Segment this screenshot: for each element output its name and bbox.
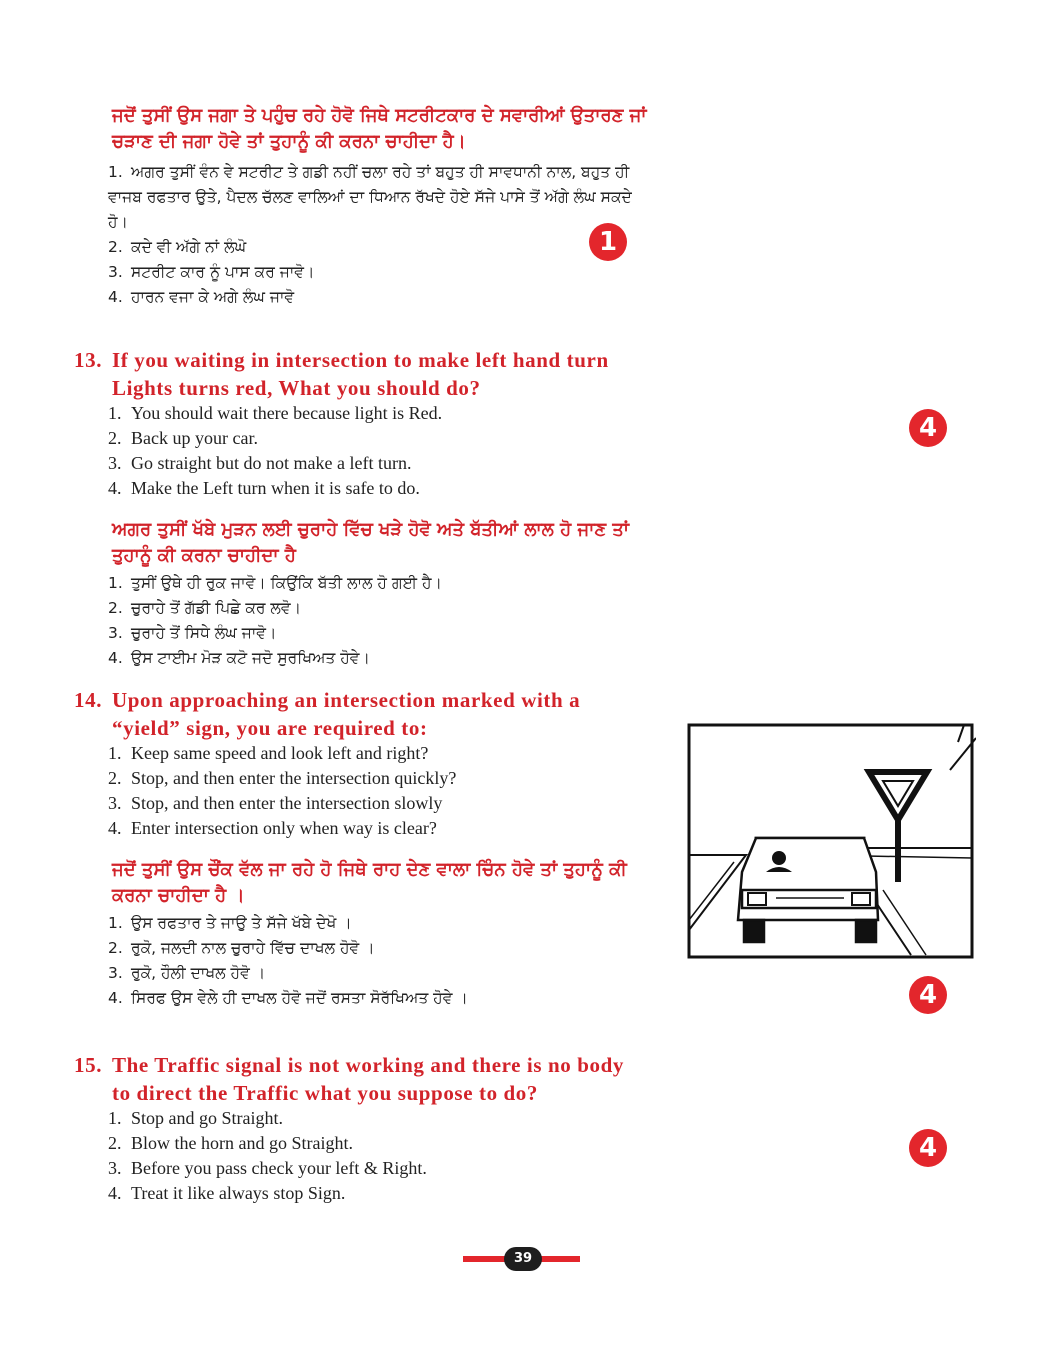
q12-punjabi-question: ਜਦੋਂ ਤੁਸੀਂ ਉਸ ਜਗਾ ਤੇ ਪਹੁੰਚ ਰਹੇ ਹੋਵੋ ਜਿਥੇ ਸਟਰੀਟਕਾਰ ਦੇ ਸਵਾਰੀਆਂ ਉਤਾਰਣ ਜਾਂ ਚੜਾਣ ਦੀ ਜਗਾ ਹੋਵੇ ਤਾਂ ਤੁਹਾਨੂੰ ਕੀ ਕਰਨਾ ਚਾਹੀਦਾ ਹੈ। (112, 105, 647, 152)
q13-question: 13. If you waiting in intersection to make left hand turn Lights turns red, What you should do? (74, 348, 609, 400)
yield-sign-illustration (686, 720, 976, 960)
list-item: 2. ਰੁਕੋ, ਜਲਦੀ ਨਾਲ ਚੁਰਾਹੇ ਵਿੱਚ ਦਾਖਲ ਹੋਵੋ । (108, 939, 375, 957)
q14-options (108, 741, 456, 841)
list-item: 4. ਹਾਰਨ ਵਜਾ ਕੇ ਅਗੇ ਲੰਘ ਜਾਵੋ (108, 288, 295, 306)
q14-punjabi-question: ਜਦੋਂ ਤੁਸੀਂ ਉਸ ਚੌਂਕ ਵੱਲ ਜਾ ਰਹੇ ਹੋ ਜਿਥੇ ਰਾਹ ਦੇਣ ਵਾਲਾ ਚਿੰਨ ਹੋਵੇ ਤਾਂ ਤੁਹਾਨੂੰ ਕੀ ਕਰਨਾ ਚਾਹੀਦਾ ਹੈ । (112, 859, 627, 906)
list-item: 1. ਉਸ ਰਫਤਾਰ ਤੇ ਜਾਉ ਤੇ ਸੱਜੇ ਖੱਬੇ ਦੇਖੋ । (108, 914, 352, 932)
list-item: 1. ਅਗਰ ਤੁਸੀਂ ਵੰਨ ਵੇ ਸਟਰੀਟ ਤੇ ਗਡੀ ਨਹੀਂ ਚਲਾ ਰਹੇ ਤਾਂ ਬਹੁਤ ਹੀ ਸਾਵਧਾਨੀ ਨਾਲ, ਬਹੁਤ ਹੀ ਵਾਜਬ ਰਫਤਾਰ ਉਤੇ, ਪੈਦਲ ਚੱਲਣ ਵਾਲਿਆਂ ਦਾ ਧਿਆਨ ਰੱਖਦੇ ਹੋਏ ਸੱਜੇ ਪਾਸੇ ਤੋਂ ਅੱਗੇ ਲੰਘ ਸਕਦੇ ਹੋ। (108, 163, 632, 231)
q13-options (108, 401, 442, 501)
list-item: 3. Before you pass check your left & Right. (108, 1158, 427, 1178)
list-item: 2. ਚੁਰਾਹੇ ਤੋਂ ਗੱਡੀ ਪਿਛੇ ਕਰ ਲਵੋ। (108, 599, 302, 617)
list-item: 3. ਸਟਰੀਟ ਕਾਰ ਨੂੰ ਪਾਸ ਕਰ ਜਾਵੋ। (108, 263, 315, 281)
list-item: 3. Stop, and then enter the intersection slowly (108, 793, 443, 813)
list-item: 3. ਚੁਰਾਹੇ ਤੋਂ ਸਿਧੇ ਲੰਘ ਜਾਵੋ। (108, 624, 277, 642)
list-item: 4. Treat it like always stop Sign. (108, 1183, 346, 1203)
list-item: 3. Go straight but do not make a left turn. (108, 453, 412, 473)
q13-answer-badge: 4 (909, 409, 947, 447)
q15-options (108, 1106, 427, 1206)
q12-punjabi-options (108, 160, 656, 310)
list-item: 1. ਤੁਸੀਂ ਉਥੇ ਹੀ ਰੁਕ ਜਾਵੋ। ਕਿਉਂਕਿ ਬੱਤੀ ਲਾਲ ਹੋ ਗਈ ਹੈ। (108, 574, 442, 592)
list-item: 2. Back up your car. (108, 428, 258, 448)
page-number: 39 (504, 1247, 542, 1271)
q15-answer-badge: 4 (909, 1129, 947, 1167)
q13-punjabi-question: ਅਗਰ ਤੁਸੀਂ ਖੱਬੇ ਮੁੜਨ ਲਈ ਚੁਰਾਹੇ ਵਿੱਚ ਖੜੇ ਹੋਵੋ ਅਤੇ ਬੱਤੀਆਂ ਲਾਲ ਹੋ ਜਾਣ ਤਾਂ ਤੁਹਾਨੂੰ ਕੀ ਕਰਨਾ ਚਾਹੀਦਾ ਹੈ (112, 519, 629, 566)
q13-punjabi-options (108, 571, 442, 671)
list-item: 4. Make the Left turn when it is safe to do. (108, 478, 420, 498)
list-item: 1. You should wait there because light is Red. (108, 403, 443, 423)
q12-answer-badge: 1 (589, 223, 627, 261)
q15-question: 15. The Traffic signal is not working and there is no body to direct the Traffic what you suppose to do? (74, 1053, 624, 1105)
list-item: 3. ਰੁਕੋ, ਹੌਲੀ ਦਾਖਲ ਹੋਵੋ । (108, 964, 266, 982)
list-item: 2. Stop, and then enter the intersection quickly? (108, 768, 457, 788)
list-item: 4. ਉਸ ਟਾਈਮ ਮੋੜ ਕਟੋ ਜਦੋ ਸੁਰਖਿਅਤ ਹੋਵੇ। (108, 649, 370, 667)
q14-question: 14. Upon approaching an intersection marked with a “yield” sign, you are required to: (74, 688, 581, 740)
list-item: 1. Keep same speed and look left and right? (108, 743, 429, 763)
q14-punjabi-options (108, 911, 468, 1011)
list-item: 1. Stop and go Straight. (108, 1108, 283, 1128)
list-item: 2. Blow the horn and go Straight. (108, 1133, 353, 1153)
list-item: 4. Enter intersection only when way is clear? (108, 818, 437, 838)
list-item: 2. ਕਦੇ ਵੀ ਅੱਗੇ ਨਾਂ ਲੰਘੋ (108, 238, 247, 256)
list-item: 4. ਸਿਰਫ ਉਸ ਵੇਲੇ ਹੀ ਦਾਖਲ ਹੋਵੋ ਜਦੋਂ ਰਸਤਾ ਸੋਰੱਖਿਅਤ ਹੋਵੇ । (108, 989, 468, 1007)
q14-answer-badge: 4 (909, 976, 947, 1014)
